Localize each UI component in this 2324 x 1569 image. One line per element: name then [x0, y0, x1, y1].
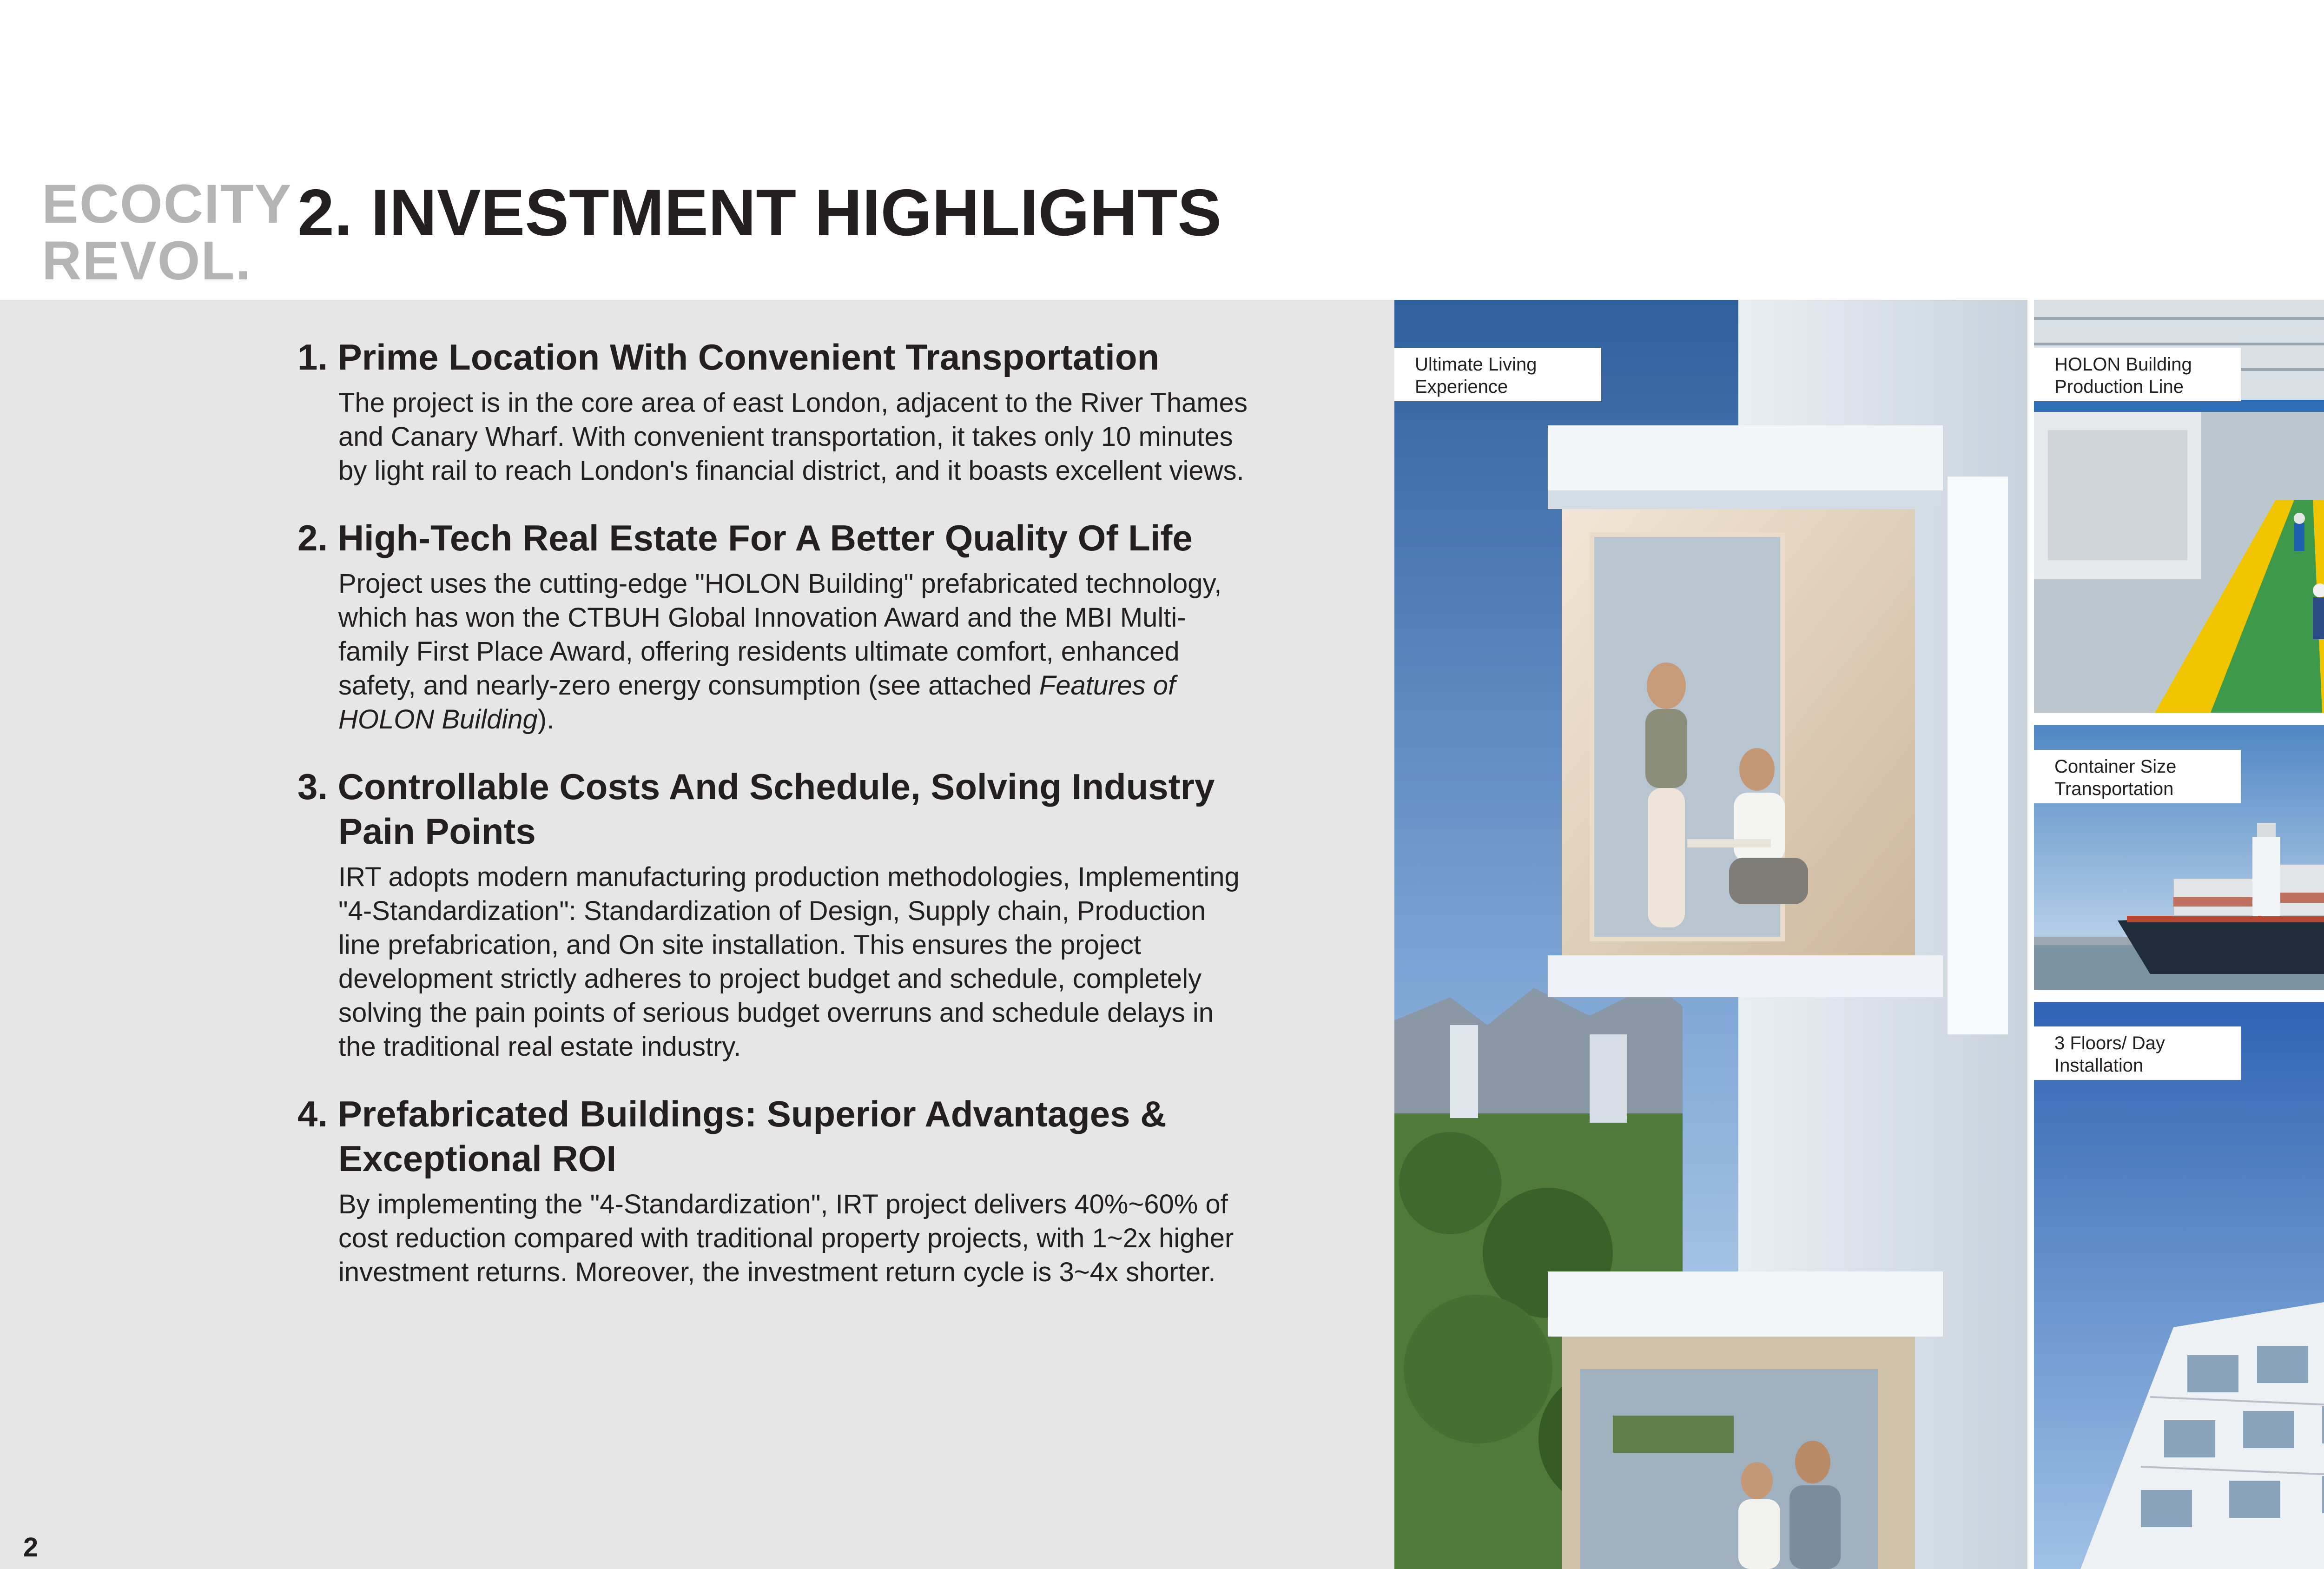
highlight-heading: 1. Prime Location With Convenient Transportation — [297, 337, 1160, 377]
highlight-heading: 2. High-Tech Real Estate For A Better Quality Of Life — [297, 517, 1193, 558]
highlight-body-italic: Features of HOLON Building — [338, 670, 1176, 735]
highlight-heading: 4. Prefabricated Buildings: Superior Advantages & Exceptional ROI — [297, 1093, 1167, 1179]
highlights-list — [297, 335, 1255, 1317]
highlight-body — [297, 567, 1255, 736]
living-experience-photo — [1394, 300, 2027, 1569]
side-brand — [42, 173, 292, 291]
highlight-body: The project is in the core area of east London, adjacent to the River Thames and Canary Wharf. With convenient transportation, it takes only 10 minutes by light rail to reach London's financial district, and it boasts excellent views. — [338, 388, 1248, 486]
page-title: 2. INVESTMENT HIGHLIGHTS — [297, 176, 1222, 250]
highlight-item — [297, 335, 1255, 488]
highlight-item — [297, 516, 1255, 736]
living-experience-caption: Ultimate Living Experience — [1394, 348, 1601, 401]
side-brand-line-1: ECOCITY — [42, 173, 292, 235]
highlight-body: IRT adopts modern manufacturing production methodologies, Implementing "4-Standardization": Standardization of Design, Supply chain, Production line prefabrication, and On site installation. This ensures the project development strictly adheres to project budget and schedule, completely solving the pain points of serious budget overruns and schedule delays in the traditional real estate industry. — [338, 862, 1240, 1062]
highlight-heading: 3. Controllable Costs And Schedule, Solving Industry Pain Points — [297, 766, 1215, 852]
page-number: 2 — [23, 1532, 39, 1562]
highlight-body-end: ). — [537, 704, 555, 735]
production-line-caption: HOLON Building Production Line — [2034, 348, 2241, 401]
installation-caption: 3 Floors/ Day Installation — [2034, 1026, 2241, 1080]
highlight-item — [297, 764, 1255, 1064]
highlight-body: By implementing the "4-Standardization", IRT project delivers 40%~60% of cost reduction compared with traditional property projects, with 1~2x higher investment returns. Moreover, the investment return cycle is 3~4x shorter. — [338, 1189, 1234, 1287]
highlight-body-text: Project uses the cutting-edge "HOLON Building" prefabricated technology, which has won the CTBUH Global Innovation Award and the MBI Multi-family First Place Award, offering residents ultimate comfort, enhanced safety, and nearly-zero energy consumption (see attached — [338, 569, 1222, 701]
container-ship-caption: Container Size Transportation — [2034, 750, 2241, 803]
side-brand-line-2: REVOL. — [42, 230, 252, 291]
highlight-item — [297, 1092, 1255, 1289]
installation-photo — [2034, 1002, 2324, 1569]
header-band — [0, 0, 2324, 300]
